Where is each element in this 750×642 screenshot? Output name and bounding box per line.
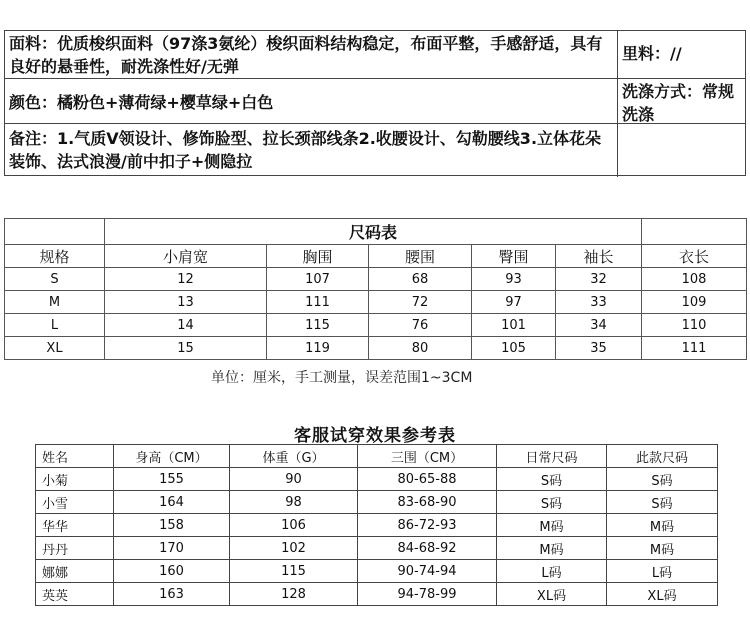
- table-cell: 108: [642, 268, 747, 291]
- table-cell: L码: [497, 560, 607, 583]
- table-cell: 娜娜: [36, 560, 114, 583]
- washing-cell: 洗涤方式：常规洗涤: [617, 79, 745, 123]
- table-row: [36, 514, 718, 537]
- table-cell: 93: [472, 268, 556, 291]
- table-row: [36, 583, 718, 606]
- product-info-table: [4, 30, 746, 176]
- table-cell: 80: [369, 337, 472, 360]
- table-cell: 119: [267, 337, 369, 360]
- table-cell: 163: [114, 583, 230, 606]
- table-cell: 105: [472, 337, 556, 360]
- measurement-note: 单位：厘米，手工测量，误差范围1~3CM: [211, 370, 473, 386]
- table-cell: 小雪: [36, 491, 114, 514]
- color-cell: 颜色：橘粉色+薄荷绿+樱草绿+白色: [9, 93, 274, 112]
- table-cell: 英英: [36, 583, 114, 606]
- size-table-title: 尺码表: [105, 219, 642, 245]
- table-cell: 94-78-99: [358, 583, 497, 606]
- table-cell: 102: [230, 537, 358, 560]
- table-cell: 丹丹: [36, 537, 114, 560]
- header-cell: 规格: [5, 245, 105, 268]
- info-row-fabric: [5, 31, 745, 79]
- fit-table-header-row: [36, 445, 718, 468]
- header-cell: 姓名: [36, 445, 114, 468]
- table-cell: 华华: [36, 514, 114, 537]
- table-cell: 110: [642, 314, 747, 337]
- table-cell: M码: [497, 514, 607, 537]
- table-cell: 90: [230, 468, 358, 491]
- table-cell: XL码: [497, 583, 607, 606]
- header-cell: 衣长: [642, 245, 747, 268]
- table-cell: S码: [607, 468, 718, 491]
- table-row: [5, 268, 747, 291]
- remarks-cell: 备注：1.气质V领设计、修饰脸型、拉长颈部线条2.收腰设计、勾勒腰线3.立体花朵装饰、法式浪漫/前中扣子+侧隐拉: [9, 129, 602, 171]
- table-cell: S码: [497, 491, 607, 514]
- header-cell: 日常尺码: [497, 445, 607, 468]
- table-cell: M码: [607, 514, 718, 537]
- table-cell: 111: [642, 337, 747, 360]
- size-table-header-row: [5, 245, 747, 268]
- table-row: [5, 337, 747, 360]
- table-cell: 34: [556, 314, 642, 337]
- table-cell: 109: [642, 291, 747, 314]
- lining-cell: 里料：//: [617, 31, 745, 78]
- fabric-cell: 面料：优质梭织面料（97涤3氨纶）梭织面料结构稳定，布面平整，手感舒适，具有良好的悬垂性，耐洗涤性好/无弹: [9, 34, 603, 76]
- table-cell: 115: [230, 560, 358, 583]
- size-table-title-row: [5, 219, 747, 245]
- table-cell: 90-74-94: [358, 560, 497, 583]
- header-cell: 小肩宽: [105, 245, 267, 268]
- header-cell: 体重（G）: [230, 445, 358, 468]
- header-cell: 臀围: [472, 245, 556, 268]
- table-cell: S码: [607, 491, 718, 514]
- table-cell: 14: [105, 314, 267, 337]
- table-row: [36, 537, 718, 560]
- table-cell: 158: [114, 514, 230, 537]
- table-cell: 68: [369, 268, 472, 291]
- table-cell: 155: [114, 468, 230, 491]
- table-cell: 164: [114, 491, 230, 514]
- blank-cell: [5, 219, 105, 245]
- header-cell: 腰围: [369, 245, 472, 268]
- info-row-remarks: [5, 124, 745, 177]
- blank-cell: [617, 124, 745, 177]
- table-cell: 101: [472, 314, 556, 337]
- table-cell: 128: [230, 583, 358, 606]
- table-cell: 160: [114, 560, 230, 583]
- table-row: [5, 291, 747, 314]
- table-cell: 12: [105, 268, 267, 291]
- table-cell: 80-65-88: [358, 468, 497, 491]
- table-cell: XL: [5, 337, 105, 360]
- fit-table-title: 客服试穿效果参考表: [294, 426, 456, 446]
- table-cell: 170: [114, 537, 230, 560]
- table-cell: L: [5, 314, 105, 337]
- table-cell: 83-68-90: [358, 491, 497, 514]
- table-cell: 76: [369, 314, 472, 337]
- header-cell: 三围（CM）: [358, 445, 497, 468]
- table-cell: M: [5, 291, 105, 314]
- header-cell: 身高（CM）: [114, 445, 230, 468]
- info-row-color: [5, 79, 745, 124]
- table-row: [5, 314, 747, 337]
- table-cell: 72: [369, 291, 472, 314]
- table-cell: 111: [267, 291, 369, 314]
- header-cell: 胸围: [267, 245, 369, 268]
- table-cell: XL码: [607, 583, 718, 606]
- table-row: [36, 468, 718, 491]
- table-cell: M码: [607, 537, 718, 560]
- table-cell: S: [5, 268, 105, 291]
- table-cell: 115: [267, 314, 369, 337]
- table-row: [36, 560, 718, 583]
- table-cell: 97: [472, 291, 556, 314]
- table-cell: 33: [556, 291, 642, 314]
- table-cell: 32: [556, 268, 642, 291]
- header-cell: 袖长: [556, 245, 642, 268]
- table-cell: S码: [497, 468, 607, 491]
- fit-table: [35, 444, 718, 606]
- table-cell: 84-68-92: [358, 537, 497, 560]
- table-cell: 15: [105, 337, 267, 360]
- table-cell: 35: [556, 337, 642, 360]
- table-cell: 13: [105, 291, 267, 314]
- table-cell: 98: [230, 491, 358, 514]
- table-cell: 小菊: [36, 468, 114, 491]
- table-cell: 106: [230, 514, 358, 537]
- blank-cell: [642, 219, 747, 245]
- header-cell: 此款尺码: [607, 445, 718, 468]
- table-cell: L码: [607, 560, 718, 583]
- table-row: [36, 491, 718, 514]
- size-table: [4, 218, 747, 360]
- table-cell: M码: [497, 537, 607, 560]
- table-cell: 86-72-93: [358, 514, 497, 537]
- table-cell: 107: [267, 268, 369, 291]
